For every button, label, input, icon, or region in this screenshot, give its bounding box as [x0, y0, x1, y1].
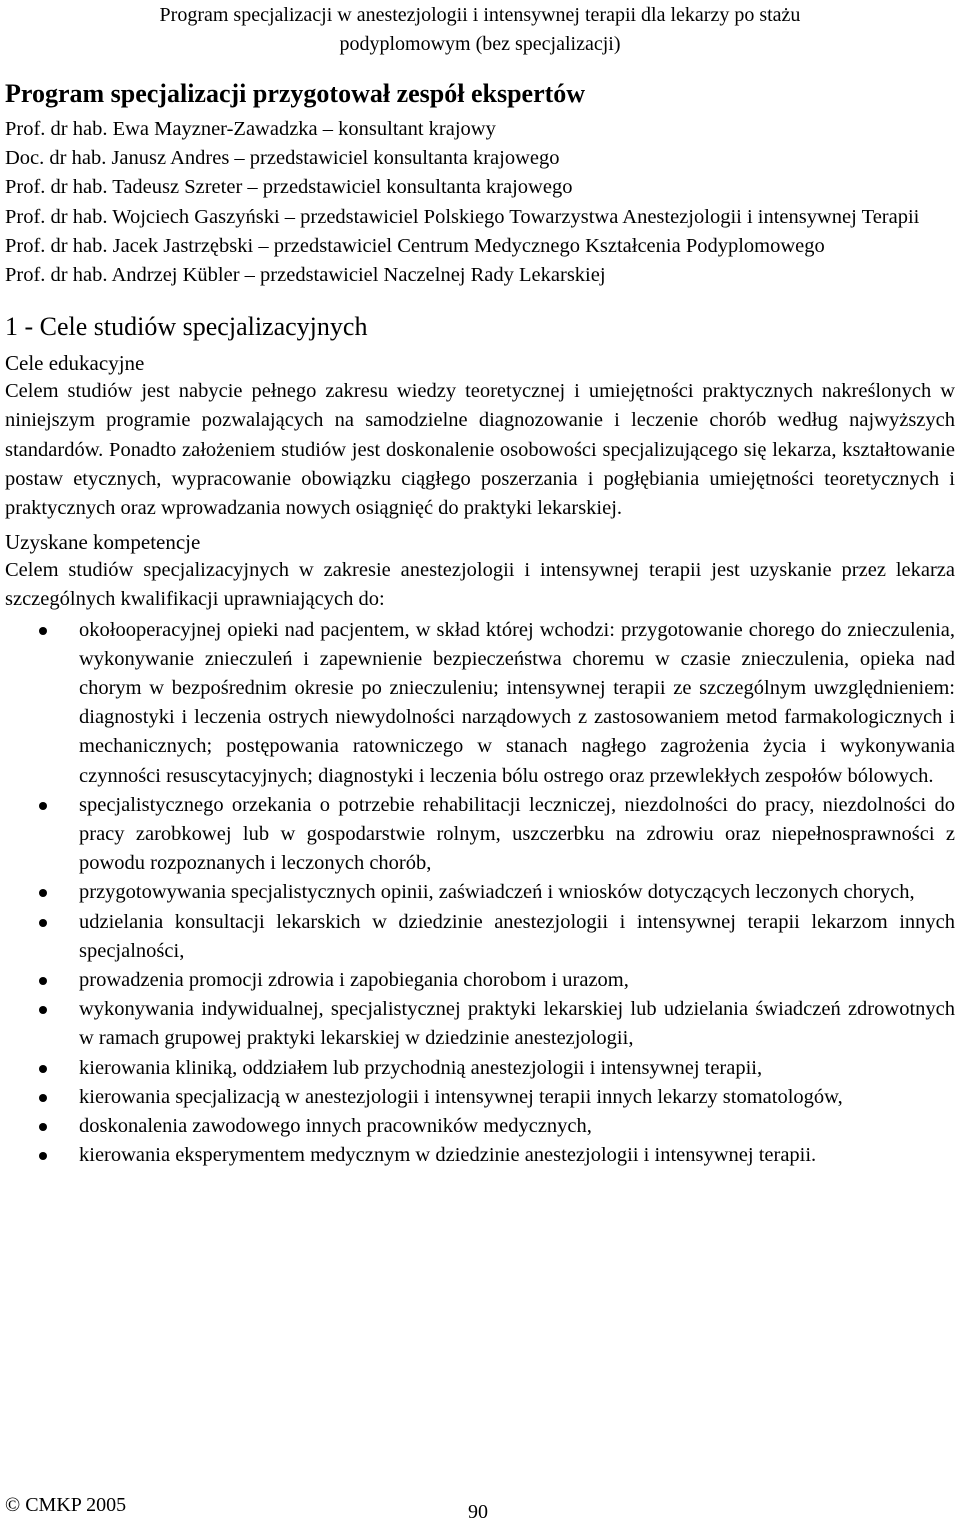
section-title: 1 - Cele studiów specjalizacyjnych: [5, 312, 368, 342]
list-item-text: wykonywania indywidualnej, specjalistycznej praktyki lekarskiej lub udzielania świadczeń zdrowotnych w ramach grupowej praktyki lekarskiej w dziedzinie anestezjologii,: [79, 998, 955, 1050]
list-item-text: specjalistycznego orzekania o potrzebie rehabilitacji leczniczej, niezdolności do pracy, niezdolności do pracy zarobkowej lub w gospodarstwie rolnym, uszczerbku na zdrowiu oraz niepełnosprawności z powodu rozpoznanych i leczonych chorób,: [79, 793, 955, 875]
expert-item: Doc. dr hab. Janusz Andres – przedstawiciel konsultanta krajowego: [5, 147, 560, 170]
list-item: [5, 1054, 955, 1083]
header-line-1: Program specjalizacji w anestezjologii i intensywnej terapii dla lekarzy po stażu: [159, 4, 801, 26]
experts-heading: Program specjalizacji przygotował zespół ekspertów: [5, 79, 586, 108]
bullet-icon: [39, 1006, 47, 1014]
bullet-icon: [39, 802, 47, 810]
running-header: [5, 1, 955, 59]
list-item-text: okołooperacyjnej opieki nad pacjentem, w skład której wchodzi: przygotowanie chorego do znieczulenia, wykonywanie znieczuleń i zapewnienie bezpieczeństwa choremu w czasie znieczulenia, opieka nad chorym w bezpośrednim okresie po znieczuleniu; intensywnej terapii ze szczególnym uwzględnieniem: diagnostyki i leczenia ostrych niewydolności narządowych z zastosowaniem metod farmakologicznych i mechanicznych; postępowania ratowniczego w stanach nagłego zagrożenia życia i wykonywania czynności resuscytacyjnych; diagnostyki i leczenia bólu ostrego oraz przewlekłych zespołów bólowych.: [79, 618, 955, 787]
bullet-icon: [39, 1123, 47, 1131]
goals-paragraph: Celem studiów jest nabycie pełnego zakresu wiedzy teoretycznej i umiejętności praktycznych nakreślonych w niniejszym programie pozwalających na samodzielne diagnozowanie i leczenie chorób według najwyższych standardów. Ponadto założeniem studiów jest doskonalenie osobowości specjalizującego się lekarza, kształtowanie postaw etycznych, wypracowanie obowiązku ciągłego poszerzania i pogłębiania umiejętności teoretycznych i praktycznych oraz wprowadzania nowych osiągnięć do praktyki lekarskiej.: [5, 380, 955, 520]
list-item: [5, 908, 955, 966]
list-item-text: doskonalenia zawodowego innych pracowników medycznych,: [79, 1115, 592, 1138]
header-line-2: podyplomowym (bez specjalizacji): [339, 33, 621, 55]
list-item: [5, 1083, 955, 1112]
bullet-icon: [39, 627, 47, 635]
page-number: 90: [468, 1501, 488, 1523]
expert-item: Prof. dr hab. Ewa Mayzner-Zawadzka – konsultant krajowy: [5, 118, 496, 140]
competences-list: [5, 616, 955, 1171]
bullet-icon: [39, 919, 47, 927]
competences-intro: Celem studiów specjalizacyjnych w zakresie anestezjologii i intensywnej terapii jest uzyskanie przez lekarza szczególnych kwalifikacji uprawniających do:: [5, 559, 955, 611]
bullet-icon: [39, 1152, 47, 1160]
list-item-text: kierowania eksperymentem medycznym w dziedzinie anestezjologii i intensywnej terapii.: [79, 1144, 817, 1167]
bullet-icon: [39, 889, 47, 897]
goals-heading: Cele edukacyjne: [5, 351, 145, 376]
list-item: [5, 791, 955, 879]
list-item-text: kierowania kliniką, oddziałem lub przychodnią anestezjologii i intensywnej terapii,: [79, 1056, 763, 1079]
experts-list: [5, 115, 955, 290]
bullet-icon: [39, 1094, 47, 1102]
list-item-text: kierowania specjalizacją w anestezjologii i intensywnej terapii innych lekarzy stomatologów,: [79, 1085, 843, 1108]
expert-item: Prof. dr hab. Wojciech Gaszyński – przedstawiciel Polskiego Towarzystwa Anestezjologii i intensywnej Terapii: [5, 205, 920, 228]
competences-heading: Uzyskane kompetencje: [5, 530, 201, 555]
list-item-text: przygotowywania specjalistycznych opinii, zaświadczeń i wniosków dotyczących leczonych chorych,: [79, 881, 915, 904]
list-item: [5, 1141, 955, 1170]
document-page: [5, 0, 955, 1171]
list-item: [5, 995, 955, 1053]
list-item: [5, 1112, 955, 1141]
list-item-text: udzielania konsultacji lekarskich w dziedzinie anestezjologii i intensywnej terapii lekarzom innych specjalności,: [79, 910, 955, 962]
bullet-icon: [39, 1065, 47, 1073]
list-item: [5, 878, 955, 907]
list-item: [5, 966, 955, 995]
expert-item: Prof. dr hab. Jacek Jastrzębski – przedstawiciel Centrum Medycznego Kształcenia Podyplomowego: [5, 234, 825, 257]
copyright-footer: © CMKP 2005: [5, 1494, 127, 1516]
expert-item: Prof. dr hab. Tadeusz Szreter – przedstawiciel konsultanta krajowego: [5, 176, 573, 199]
list-item: [5, 616, 955, 791]
bullet-icon: [39, 977, 47, 985]
list-item-text: prowadzenia promocji zdrowia i zapobiegania chorobom i urazom,: [79, 969, 629, 992]
expert-item: Prof. dr hab. Andrzej Kübler – przedstawiciel Naczelnej Rady Lekarskiej: [5, 264, 606, 287]
